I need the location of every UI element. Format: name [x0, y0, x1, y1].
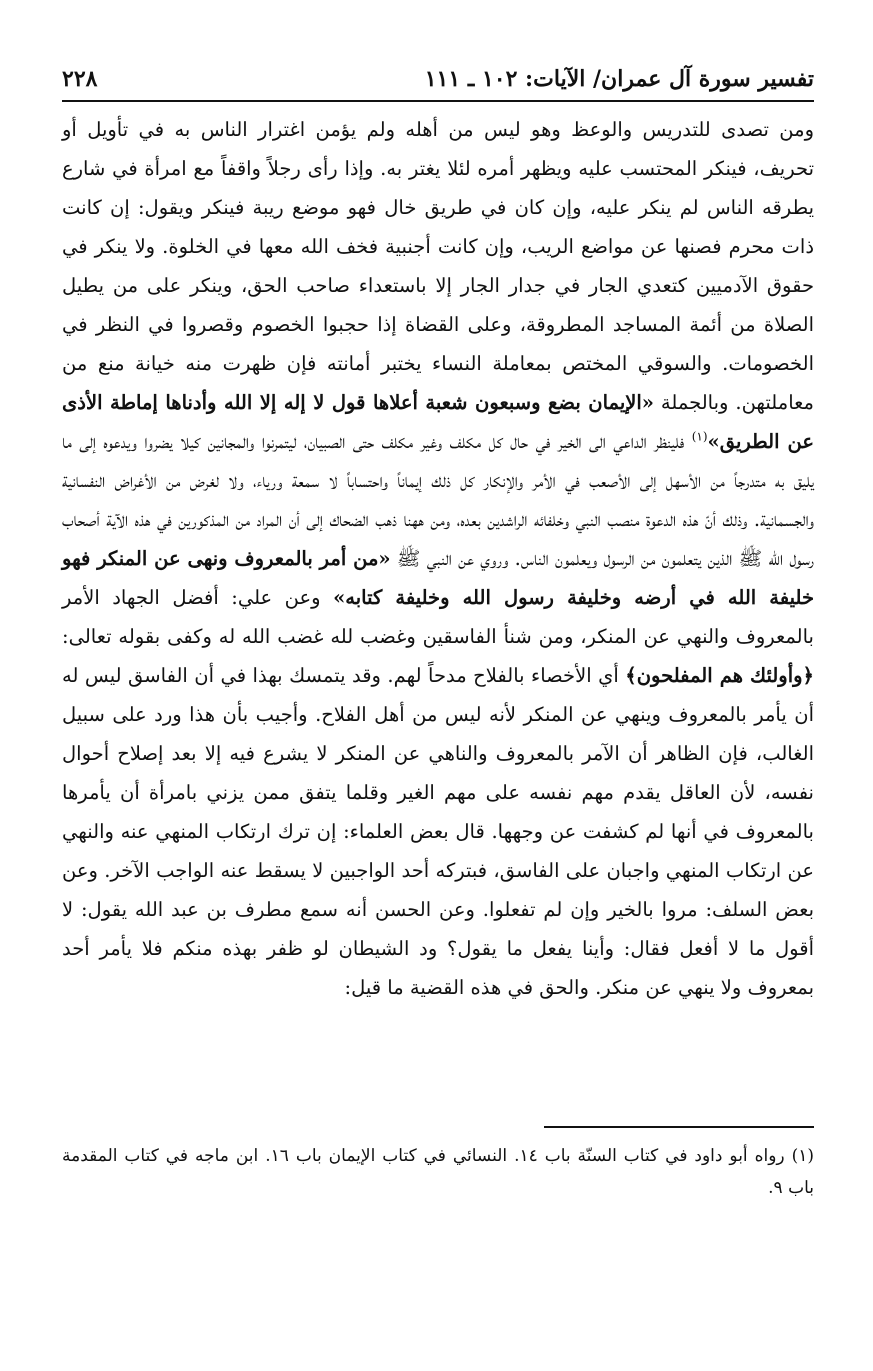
body-paragraph	[62, 110, 814, 1007]
footnote-reference[interactable]: (١)	[691, 429, 708, 444]
body-text-4: أي الأخصاء بالفلاح مدحاً لهم. وقد يتمسك بهذا في أن الفاسق ليس له أن يأمر بالمعروف وينهي عن المنكر لأنه ليس من أهل الفلاح. وأجيب بأن هذا ورد على سبيل الغالب، فإن الظاهر أن الآمر بالمعروف والناهي عن المنكر لا يشرع فيه إلا بعد إصلاح أحوال نفسه، لأن العاقل يقدم مهم نفسه على مهم الغير وقلما يتفق ممن يزني بامرأة أن يأمرها بالمعروف في أنها لم كشفت عن وجهها. قال بعض العلماء: إن ترك ارتكاب المنهي عنه والنهي عن ارتكاب المنهي واجبان على الفاسق، فبتركه أحد الواجبين لا يسقط عنه الواجب الآخر. وعن بعض السلف: مروا بالخير وإن لم تفعلوا. وعن الحسن أنه سمع مطرف بن عبد الله يقول: لا أقول ما لا أفعل فقال: وأينا يفعل ما يقول؟ ود الشيطان لو ظفر بهذه منكم فلا يأمر أحد بمعروف ولا ينهي عن منكر. والحق في هذه القضية ما قيل:	[62, 664, 814, 999]
body-text-3: وعن علي: أفضل الجهاد الأمر بالمعروف والنهي عن المنكر، ومن شنأ الفاسقين وغضب لله غضب الله له وكفى بقوله تعالى:	[62, 586, 814, 648]
footnote-divider	[544, 1126, 814, 1128]
page-number: ٢٢٨	[62, 66, 98, 92]
hadith-quote-1: «الإيمان بضع وسبعون شعبة أعلاها قول لا إله إلا الله وأدناها إماطة الأذى عن الطريق»	[62, 391, 814, 453]
body-text-2: فلينظر الداعي الى الخير في حال كل مكلف وغير مكلف حتى الصبيان، ليتمرنوا والمجانين كيلا يضروا ويدعوه إلى ما يليق به متدرجاً من الأسهل إلى الأصعب في الأمر والإنكار كل ذلك إيماناً واحتساباً لا سمعة ورياء، ولا لغرض من الأغراض النفسانية والجسمانية. وذلك أنّ هذه الدعوة منصب النبي وخلفائه الراشدين بعده، ومن ههنا ذهب الضحاك إلى أن المراد من المذكورين في هذه الآية أصحاب رسول الله ﷺ الذين يتعلمون من الرسول ويعلمون الناس. وروي عن النبي ﷺ	[62, 430, 814, 570]
hadith-quote-2: «من أمر بالمعروف ونهى عن المنكر فهو خليفة الله في أرضه وخليفة رسول الله وخليفة كتابه»	[62, 547, 815, 609]
footnote-text: (١) رواه أبو داود في كتاب السنّة باب ١٤. النسائي في كتاب الإيمان باب ١٦. ابن ماجه في كتاب المقدمة باب ٩.	[62, 1146, 814, 1198]
running-header	[62, 64, 814, 102]
quran-quote: ﴿وأولئك هم المفلحون﴾	[625, 664, 814, 687]
header-title: تفسير سورة آل عمران/ الآيات: ١٠٢ ـ ١١١	[424, 66, 814, 92]
book-page	[62, 64, 814, 1007]
body-text-1: ومن تصدى للتدريس والوعظ وهو ليس من أهله ولم يؤمن اغترار الناس به في تأويل أو تحريف، فينكر المحتسب عليه ويظهر أمره لئلا يغتر به. وإذا رأى رجلاً واقفاً مع امرأة في شارع يطرقه الناس لم ينكر عليه، وإن كان في طريق خال فهو موضع ريبة فينكر ويقول: إن كانت ذات محرم فصنها عن مواضع الريب، وإن كانت أجنبية فخف الله معها في الخلوة. ولا ينكر في حقوق الآدميين كتعدي الجار في جدار الجار إلا باستعداء صاحب الحق، وينكر على من يطيل الصلاة من أئمة المساجد المطروقة، وعلى القضاة إذا حجبوا الخصوم وقصروا في النظر في الخصومات. والسوقي المختص بمعاملة النساء يختبر أمانته فإن ظهرت منه خيانة منع من معاملتهن. وبالجملة	[62, 118, 814, 414]
